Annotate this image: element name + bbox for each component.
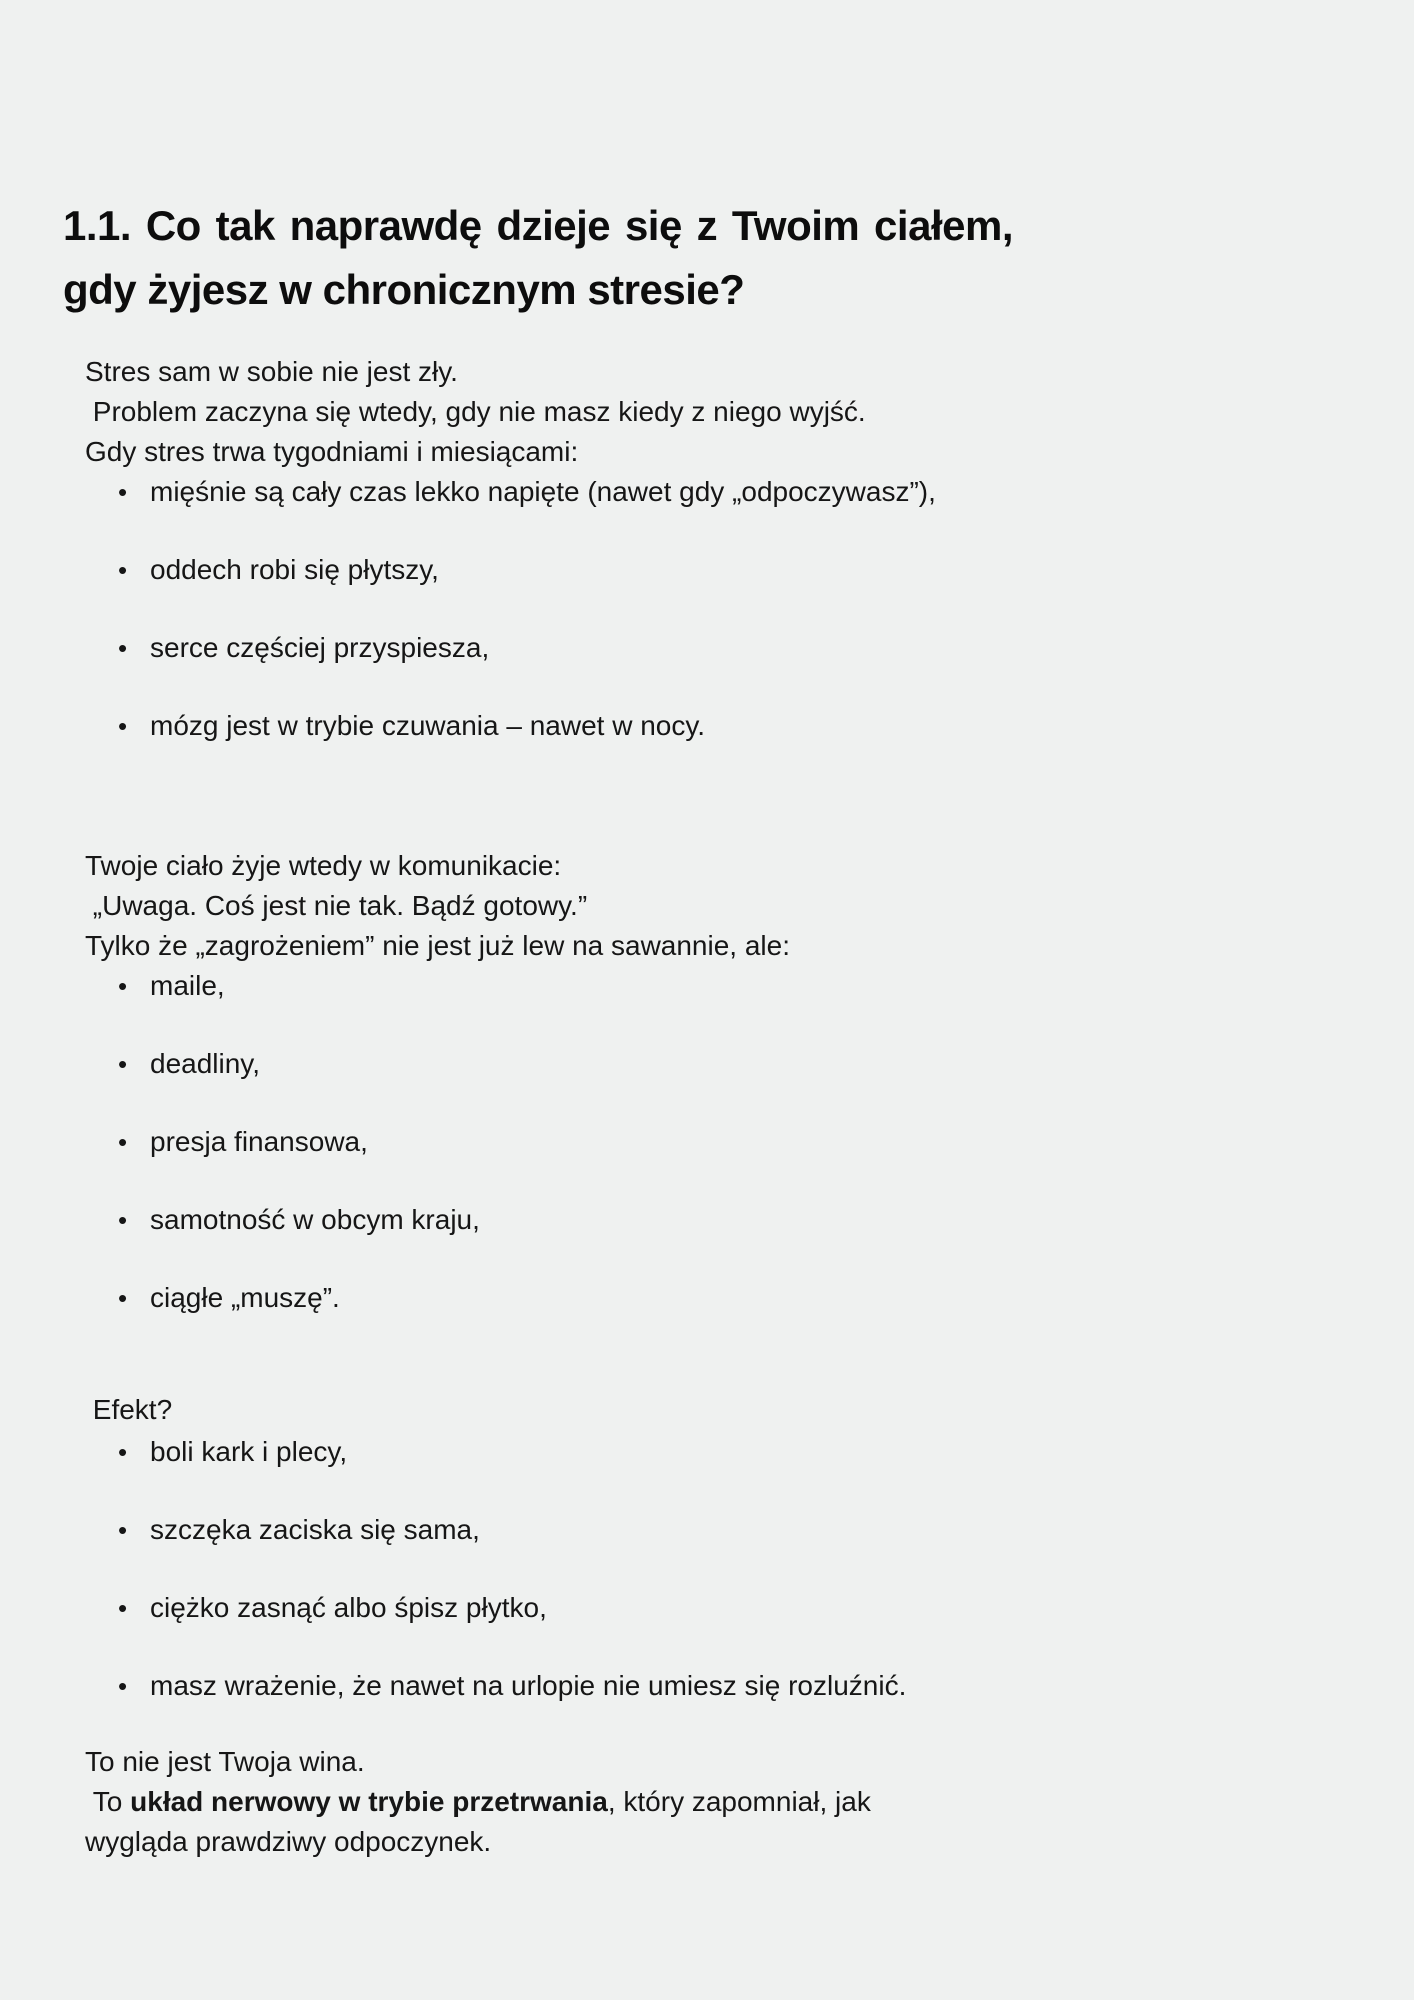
outro-line-2-prefix: To (85, 1786, 131, 1817)
list-item (85, 1122, 1334, 1162)
effects-label: Efekt? (85, 1394, 173, 1425)
list-item (85, 1044, 1334, 1084)
bullet-icon: • (118, 711, 128, 741)
list-item (85, 1510, 1334, 1550)
list-item (85, 472, 1334, 512)
list-item (85, 550, 1334, 590)
list-item (85, 966, 1334, 1006)
modern-threats-list (85, 966, 1334, 1318)
list-item (85, 1432, 1334, 1472)
list-item-text: oddech robi się płytszy, (150, 554, 439, 585)
bullet-icon: • (118, 1205, 128, 1235)
list-item-text: ciągłe „muszę”. (150, 1282, 340, 1313)
chronic-stress-list (85, 472, 1334, 746)
effects-list (85, 1432, 1334, 1706)
bullet-icon: • (118, 1515, 128, 1545)
bullet-icon: • (118, 1437, 128, 1467)
list-item (85, 706, 1334, 746)
outro-line-1: To nie jest Twoja wina. (85, 1746, 365, 1777)
list-item-text: samotność w obcym kraju, (150, 1204, 480, 1235)
intro-line-3: Gdy stres trwa tygodniami i miesiącami: (85, 436, 579, 467)
bullet-icon: • (118, 1049, 128, 1079)
heading-line-2: gdy żyjesz w chronicznym stresie? (63, 266, 745, 313)
outro-line-2-suffix: , który zapomniał, jak (607, 1786, 871, 1817)
outro-line-2 (85, 1782, 1334, 1822)
list-item-text: masz wrażenie, że nawet na urlopie nie umiesz się rozluźnić. (150, 1670, 907, 1701)
outro-line-2-bold: układ nerwowy w trybie przetrwania (130, 1786, 608, 1817)
list-item-text: ciężko zasnąć albo śpisz płytko, (150, 1592, 547, 1623)
signal-line-3: Tylko że „zagrożeniem” nie jest już lew na sawannie, ale: (85, 930, 791, 961)
outro-paragraph (85, 1742, 1334, 1862)
bullet-icon: • (118, 1127, 128, 1157)
list-item-text: mięśnie są cały czas lekko napięte (nawet gdy „odpoczywasz”), (150, 476, 936, 507)
heading-line-1: 1.1. Co tak naprawdę dzieje się z Twoim ciałem, (63, 202, 1013, 249)
intro-line-1: Stres sam w sobie nie jest zły. (85, 356, 458, 387)
list-item-text: serce częściej przyspiesza, (150, 632, 490, 663)
section-heading (63, 194, 1013, 322)
effects-label-paragraph (85, 1390, 1334, 1430)
list-item-text: mózg jest w trybie czuwania – nawet w nocy. (150, 710, 706, 741)
list-item (85, 1200, 1334, 1240)
list-item (85, 628, 1334, 668)
bullet-icon: • (118, 1283, 128, 1313)
list-item (85, 1588, 1334, 1628)
signal-line-2: „Uwaga. Coś jest nie tak. Bądź gotowy.” (85, 890, 588, 921)
list-item-text: maile, (150, 970, 225, 1001)
intro-line-2: Problem zaczyna się wtedy, gdy nie masz kiedy z niego wyjść. (85, 396, 866, 427)
list-item-text: boli kark i plecy, (150, 1436, 348, 1467)
list-item (85, 1666, 1334, 1706)
bullet-icon: • (118, 1671, 128, 1701)
bullet-icon: • (118, 1593, 128, 1623)
bullet-icon: • (118, 971, 128, 1001)
intro-paragraph (85, 352, 1334, 472)
signal-line-1: Twoje ciało żyje wtedy w komunikacie: (85, 850, 562, 881)
bullet-icon: • (118, 633, 128, 663)
signal-paragraph (85, 846, 1334, 966)
bullet-icon: • (118, 555, 128, 585)
list-item-text: deadliny, (150, 1048, 261, 1079)
list-item (85, 1278, 1334, 1318)
outro-line-3: wygląda prawdziwy odpoczynek. (85, 1826, 492, 1857)
list-item-text: szczęka zaciska się sama, (150, 1514, 480, 1545)
list-item-text: presja finansowa, (150, 1126, 368, 1157)
bullet-icon: • (118, 477, 128, 507)
